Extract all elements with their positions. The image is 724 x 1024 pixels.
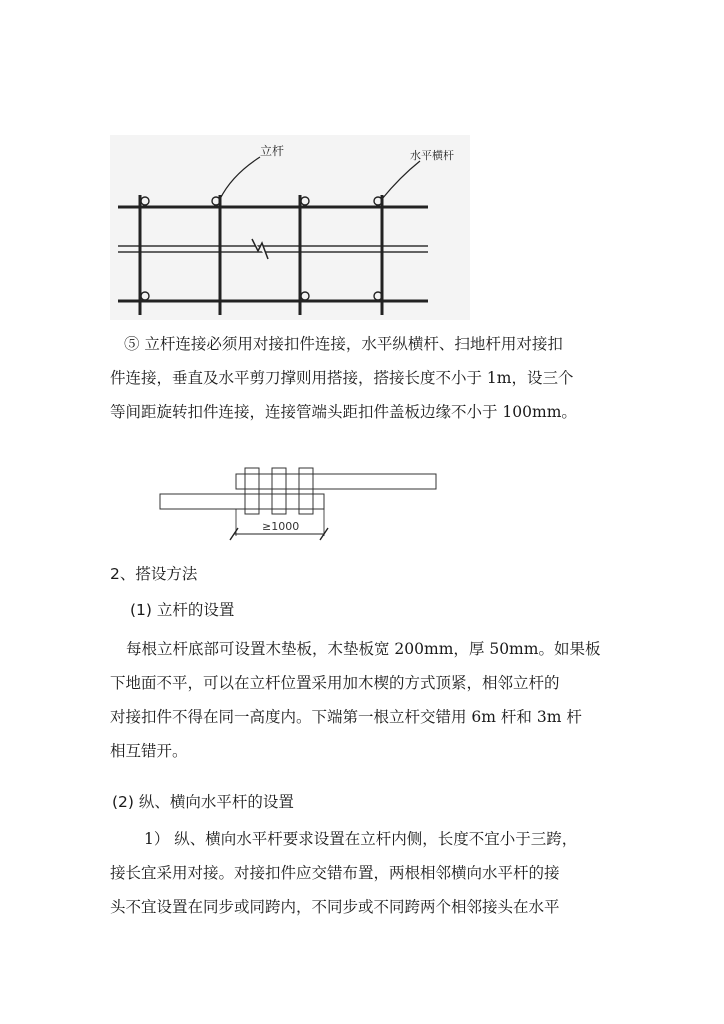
subsection-title: (2) 纵、横向水平杆的设置 xyxy=(112,793,294,811)
item5-line: 件连接，垂直及水平剪刀撑则用搭接，搭接长度不小于 1m，设三个 xyxy=(110,369,574,387)
subsection-title: (1) 立杆的设置 xyxy=(130,601,235,619)
sub1-line: 每根立杆底部可设置木垫板，木垫板宽 200mm，厚 50mm。如果板 xyxy=(126,640,601,658)
sub1-line: 下地面不平，可以在立杆位置采用加木楔的方式顶紧，相邻立杆的 xyxy=(110,674,560,692)
sub1-line: 相互错开。 xyxy=(110,742,188,760)
sub1-paragraph xyxy=(110,632,620,768)
label-horizontal-bar: 水平横杆 xyxy=(410,149,454,162)
label-upright: 立杆 xyxy=(260,144,285,158)
sub2-paragraph xyxy=(110,822,620,924)
sub2-line: 接长宜采用对接。对接扣件应交错布置，两根相邻横向水平杆的接 xyxy=(110,864,560,882)
item5-paragraph xyxy=(110,327,620,429)
sub2-line: 头不宜设置在同步或同跨内，不同步或不同跨两个相邻接头在水平 xyxy=(110,898,560,916)
item5-line: 等间距旋转扣件连接，连接管端头距扣件盖板边缘不小于 100mm。 xyxy=(110,403,577,421)
dimension-label: ≥1000 xyxy=(262,520,300,533)
upper-tube xyxy=(236,474,436,489)
lap-joint-diagram xyxy=(150,462,450,544)
sub2-line: 1） 纵、横向水平杆要求设置在立杆内侧，长度不宜小于三跨， xyxy=(144,830,578,848)
item5-line: ⑤ 立杆连接必须用对接扣件连接，水平纵横杆、扫地杆用对接扣 xyxy=(124,335,563,353)
scaffold-pole-diagram xyxy=(110,135,470,320)
section-title: 2、搭设方法 xyxy=(110,565,198,583)
sub1-line: 对接扣件不得在同一高度内。下端第一根立杆交错用 6m 杆和 3m 杆 xyxy=(110,708,582,726)
